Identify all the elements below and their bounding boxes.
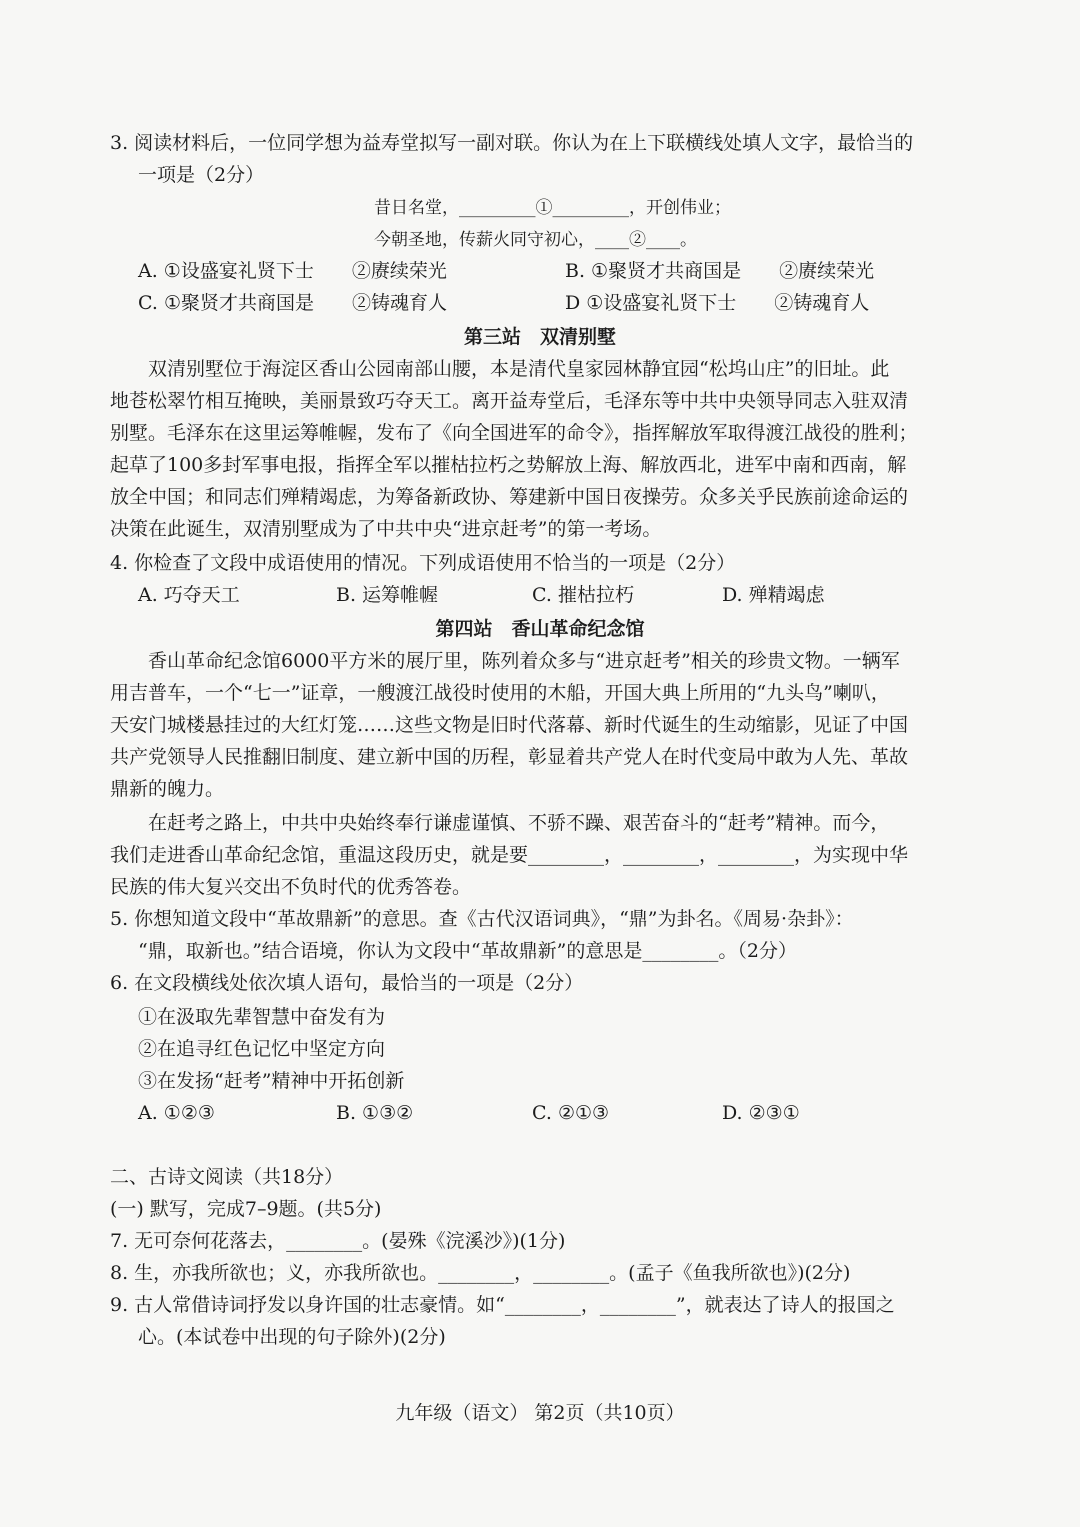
q6-option-d: D. ②③①	[722, 1102, 800, 1124]
q3-option-a: A. ①设盛宴礼贤下士 ②赓续荣光	[138, 260, 447, 282]
q3-couplet-upper: 昔日名堂，_________①_________，开创伟业；	[374, 198, 731, 218]
station3-line: 放全中国；和同志们殚精竭虑，为筹备新政协、筹建新中国日夜操劳。众多关乎民族前途命运的	[110, 486, 909, 508]
page-footer: 九年级（语文） 第2页（共10页）	[395, 1402, 685, 1424]
station4-line: 鼎新的魄力。	[110, 778, 225, 800]
q6-option-b: B. ①③②	[336, 1102, 414, 1124]
q9-line1: 9. 古人常借诗词抒发以身许国的壮志豪情。如“________，________”，就表达了诗人的报国之	[110, 1294, 895, 1316]
q9-line2: 心。(本试卷中出现的句子除外)(2分)	[138, 1326, 446, 1348]
q6-item-1: ①在汲取先辈智慧中奋发有为	[138, 1006, 386, 1028]
station3-title: 第三站 双清别墅	[463, 326, 616, 348]
station4-line: 我们走进香山革命纪念馆，重温这段历史，就是要________，________，________，为实现中华	[110, 844, 909, 866]
station3-line: 地苍松翠竹相互掩映，美丽景致巧夺天工。离开益寿堂后，毛泽东等中共中央领导同志入驻双清	[110, 390, 909, 412]
q4-option-a: A. 巧夺天工	[138, 584, 240, 606]
q6-option-a: A. ①②③	[138, 1102, 215, 1124]
part2-heading: 二、古诗文阅读（共18分）	[110, 1166, 344, 1188]
q3-line2: 一项是（2分）	[138, 164, 265, 186]
q4-option-b: B. 运筹帷幄	[336, 584, 439, 606]
q7: 7. 无可奈何花落去，________。(晏殊《浣溪沙》)(1分)	[110, 1230, 566, 1252]
q8: 8. 生，亦我所欲也；义，亦我所欲也。________，________。(孟子《鱼我所欲也》)(2分)	[110, 1262, 851, 1284]
q3-option-b: B. ①聚贤才共商国是 ②赓续荣光	[565, 260, 875, 282]
station4-line: 天安门城楼悬挂过的大红灯笼……这些文物是旧时代落幕、新时代诞生的生动缩影，见证了中国	[110, 714, 909, 736]
station3-line: 别墅。毛泽东在这里运筹帷幄，发布了《向全国进军的命令》，指挥解放军取得渡江战役的胜利；	[110, 422, 918, 444]
q6-stem: 6. 在文段横线处依次填人语句，最恰当的一项是（2分）	[110, 972, 584, 994]
q5-line2: “鼎，取新也。”结合语境，你认为文段中“革故鼎新”的意思是________。（2分）	[138, 940, 797, 962]
station4-line: 共产党领导人民推翻旧制度、建立新中国的历程，彰显着共产党人在时代变局中敢为人先、革故	[110, 746, 909, 768]
q6-option-c: C. ②①③	[532, 1102, 610, 1124]
q3-line1: 3. 阅读材料后，一位同学想为益寿堂拟写一副对联。你认为在上下联横线处填人文字，最恰当的	[110, 132, 914, 154]
q4-stem: 4. 你检查了文段中成语使用的情况。下列成语使用不恰当的一项是（2分）	[110, 552, 736, 574]
station3-line: 决策在此诞生，双清别墅成为了中共中央“进京赶考”的第一考场。	[110, 518, 662, 540]
station4-line: 民族的伟大复兴交出不负时代的优秀答卷。	[110, 876, 472, 898]
q5-line1: 5. 你想知道文段中“革故鼎新”的意思。查《古代汉语词典》，“鼎”为卦名。《周易·杂卦》：	[110, 908, 854, 930]
q6-item-2: ②在追寻红色记忆中坚定方向	[138, 1038, 386, 1060]
q4-option-d: D. 殚精竭虑	[722, 584, 825, 606]
station4-line: 在赶考之路上，中共中央始终奉行谦虚谨慎、不骄不躁、艰苦奋斗的“赶考”精神。而今，	[148, 812, 890, 834]
q3-option-c: C. ①聚贤才共商国是 ②铸魂育人	[138, 292, 447, 314]
part2-subheading: (一) 默写，完成7–9题。(共5分)	[110, 1198, 382, 1220]
q6-item-3: ③在发扬“赶考”精神中开拓创新	[138, 1070, 405, 1092]
station4-line: 用吉普车，一个“七一”证章，一艘渡江战役时使用的木船，开国大典上所用的“九头鸟”喇叭，	[110, 682, 890, 704]
station4-line: 香山革命纪念馆6000平方米的展厅里，陈列着众多与“进京赶考”相关的珍贵文物。一辆军	[148, 650, 900, 672]
station3-line: 起草了100多封军事电报，指挥全军以摧枯拉朽之势解放上海、解放西北，进军中南和西南，解	[110, 454, 907, 476]
q3-couplet-lower: 今朝圣地，传薪火同守初心，____②____。	[374, 230, 697, 250]
station4-title: 第四站 香山革命纪念馆	[435, 618, 645, 640]
q4-option-c: C. 摧枯拉朽	[532, 584, 634, 606]
q3-option-d: D ①设盛宴礼贤下士 ②铸魂育人	[565, 292, 870, 314]
station3-line: 双清别墅位于海淀区香山公园南部山腰，本是清代皇家园林静宜园“松坞山庄”的旧址。此	[148, 358, 890, 380]
